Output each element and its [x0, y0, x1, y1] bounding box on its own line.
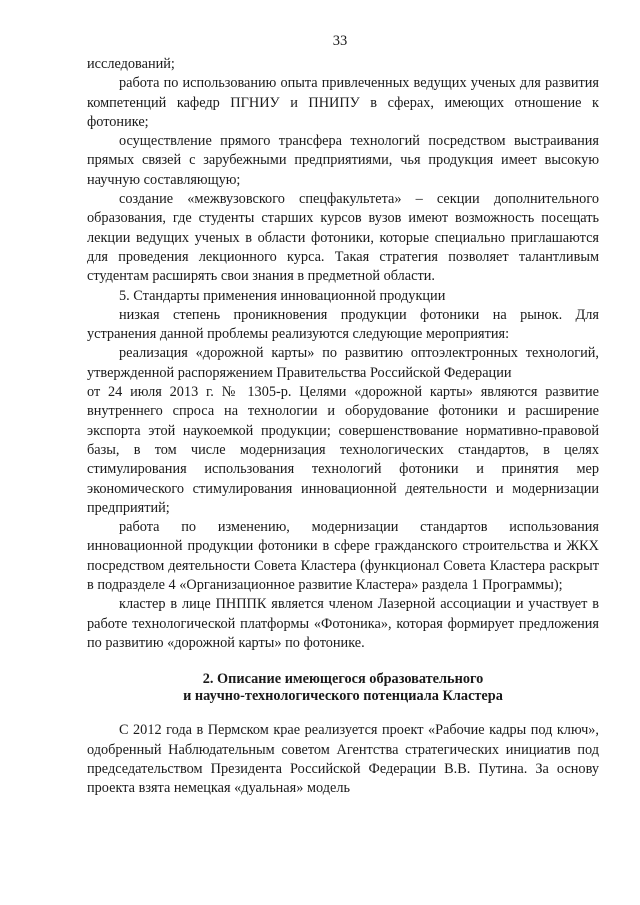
page-number: 33 — [332, 33, 348, 49]
paragraph: осуществление прямого трансфера технологий посредством выстраивания прямых связей с зарубежными предприятиями, чья продукция имеет высокую научную составляющую; — [87, 133, 599, 188]
paragraph: от 24 июля 2013 г. № 1305-р. Целями «дорожной карты» являются развитие внутреннего спроса на технологии и оборудование фотоники и расширение экспорта этой наукоемкой продукции; совершенствование нормативно-правовой базы, в том числе модернизация технологических стандартов, в целях стимулирования использования технологий фотоники и принятия мер экономического стимулирования инновационной деятельности и модернизации предприятий; — [87, 384, 599, 516]
body-text — [87, 55, 599, 798]
paragraph: низкая степень проникновения продукции фотоники на рынок. Для устранения данной проблемы реализуются следующие мероприятия: — [87, 306, 599, 343]
section-heading — [87, 671, 599, 705]
paragraph: работа по изменению, модернизации стандартов использования инновационной продукции фотоники в сфере гражданского строительства и ЖКХ посредством деятельности Совета Кластера (функционал Совета Кластера раскрыт в подразделе 4 «Организационное развитие Кластера» раздела 1 Программы); — [87, 519, 599, 594]
paragraph: реализация «дорожной карты» по развитию оптоэлектронных технологий, утвержденной распоряжением Правительства Российской Федерации — [87, 345, 599, 381]
section-heading-line-2: и научно-технологического потенциала Кластера — [183, 688, 503, 705]
paragraph: С 2012 года в Пермском крае реализуется проект «Рабочие кадры под ключ», одобренный Наблюдательным советом Агентства стратегических инициатив под председательством Президента Российской Федерации В.В. Путина. За основу проекта взята немецкая «дуальная» модель — [87, 722, 599, 797]
list-item-heading: 5. Стандарты применения инновационной продукции — [119, 287, 446, 304]
paragraph: исследований; — [87, 56, 175, 72]
paragraph: создание «межвузовского спецфакультета» – секции дополнительного образования, где студенты старших курсов вузов имеют возможность посещать лекции ведущих ученых в области фотоники, которые специально приглашаются для проведения лекционного курса. Такая стратегия позволяет талантливым студентам расширять свои знания в предметной области. — [87, 191, 599, 285]
paragraph: работа по использованию опыта привлеченных ведущих ученых для развития компетенций кафедр ПГНИУ и ПНИПУ в сферах, имеющих отношение к фотонике; — [87, 75, 599, 130]
paragraph: кластер в лице ПНППК является членом Лазерной ассоциации и участвует в работе технологической платформы «Фотоника», которая формирует предложения по развитию «дорожной карты» по фотонике. — [87, 596, 599, 651]
section-heading-line-1: 2. Описание имеющегося образовательного — [202, 671, 484, 688]
